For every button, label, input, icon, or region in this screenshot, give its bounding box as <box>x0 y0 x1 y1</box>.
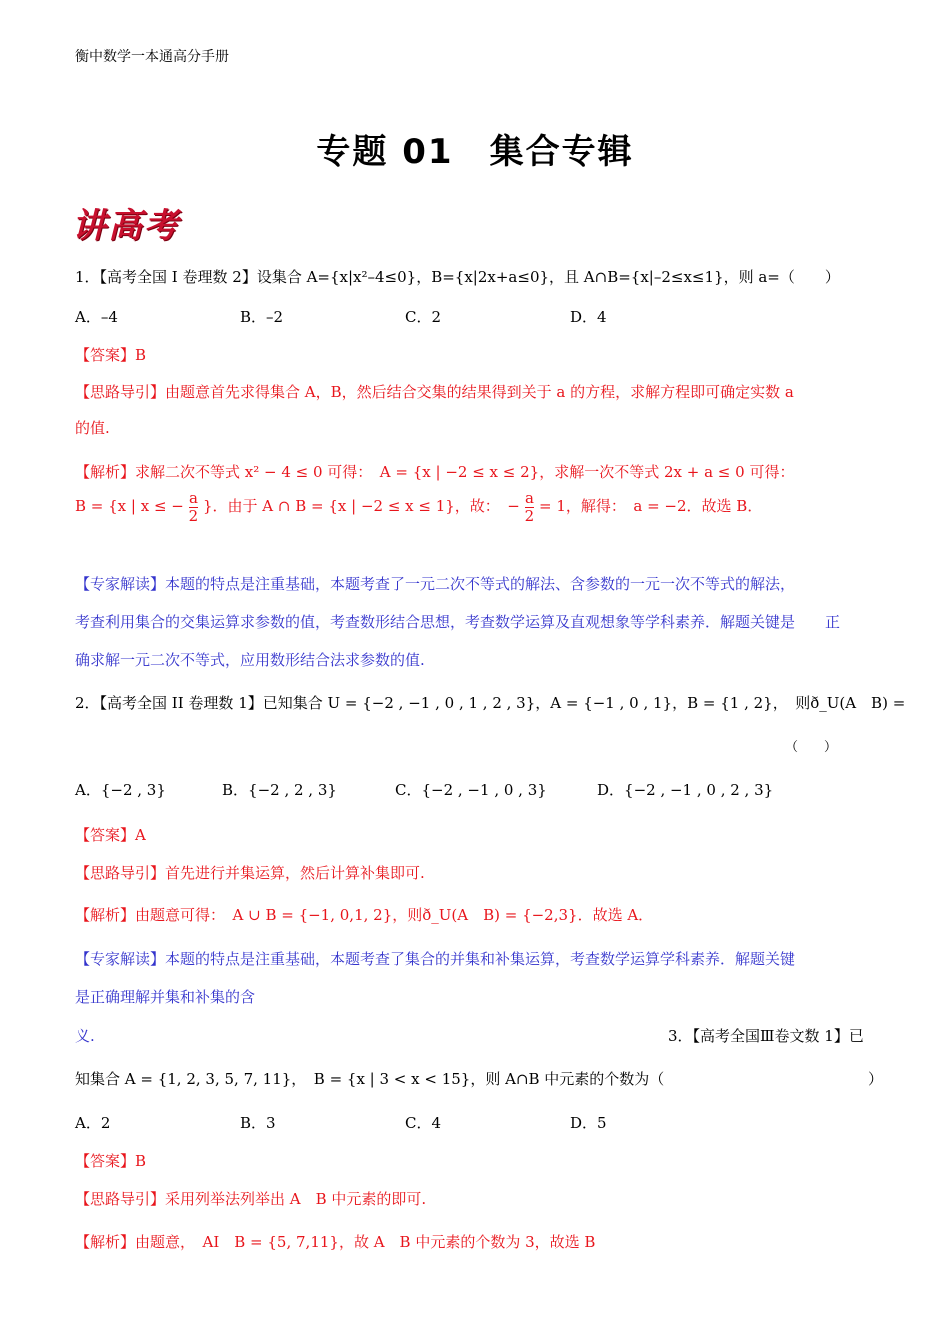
q3-stem-line1: 3．【高考全国Ⅲ卷文数 1】已 <box>668 1027 864 1045</box>
q3-answer: 【答案】B <box>75 1152 147 1170</box>
q1-answer: 【答案】B <box>75 346 147 364</box>
q1-fraction-a-over-2 <box>189 490 199 524</box>
q3-guide: 【思路导引】采用列举法列举出 A B 中元素的即可. <box>75 1190 427 1208</box>
q2-option-b: B．{−2 , 2 , 3} <box>222 781 337 799</box>
q1-solution-set-b: B = {x | x ≤ − <box>75 497 184 515</box>
fraction-denominator: 2 <box>524 506 535 525</box>
document-header: 衡中数学一本通高分手册 <box>75 49 229 65</box>
q2-option-a: A．{−2 , 3} <box>75 781 166 799</box>
q1-guide-line2: 的值. <box>75 419 110 437</box>
q1-stem: 1．【高考全国 I 卷理数 2】设集合 A={x|x²–4≤0}，B={x|2x+a≤0}，且 A∩B={x|–2≤x≤1}，则 a=（ ） <box>75 268 840 286</box>
q3-solution: 【解析】由题意， AI B = {5, 7,11}，故 A B 中元素的个数为 3，故选 B <box>75 1233 596 1251</box>
q2-expert-line3: 义. <box>75 1027 95 1045</box>
q1-solution-intersection: }．由于 A ∩ B = {x | −2 ≤ x ≤ 1}，故： − <box>202 497 520 515</box>
q1-expert-line2: 考查利用集合的交集运算求参数的值，考查数形结合思想，考查数学运算及直观想象等学科素养．解题关键是 正 <box>75 613 841 631</box>
q2-expert-line2: 是正确理解并集和补集的含 <box>75 988 256 1006</box>
fraction-numerator: a <box>188 489 198 507</box>
q2-stem: 2．【高考全国 II 卷理数 1】已知集合 U = {−2 , −1 , 0 , 1 , 2 , 3}，A = {−1 , 0 , 1}，B = {1 , 2}， 则ð_U(A B) = <box>75 694 906 712</box>
q2-answer: 【答案】A <box>75 826 146 844</box>
q3-option-c: C．4 <box>405 1114 442 1132</box>
q1-solution-result: = 1，解得： a = −2．故选 B． <box>538 497 763 515</box>
page-title: 专题 01 集合专辑 <box>316 132 634 172</box>
q1-expert-line1: 【专家解读】本题的特点是注重基础，本题考查了一元二次不等式的解法、含参数的一元一次不等式的解法， <box>75 575 796 593</box>
q2-option-d: D．{−2 , −1 , 0 , 2 , 3} <box>597 781 774 799</box>
q2-solution: 【解析】由题意可得： A ∪ B = {−1, 0,1, 2}，则ð_U(A B) = {−2,3}．故选 A． <box>75 906 654 924</box>
q1-solution-line2 <box>75 490 762 524</box>
q2-expert-line1: 【专家解读】本题的特点是注重基础，本题考查了集合的并集和补集运算，考查数学运算学科素养．解题关键 <box>75 950 796 968</box>
q3-option-b: B．3 <box>240 1114 276 1132</box>
q1-option-c: C．2 <box>405 308 442 326</box>
q2-option-c: C．{−2 , −1 , 0 , 3} <box>395 781 547 799</box>
q1-option-d: D．4 <box>570 308 607 326</box>
q1-solution-line1: 【解析】求解二次不等式 x² − 4 ≤ 0 可得： A = {x | −2 ≤ x ≤ 2}，求解一次不等式 2x + a ≤ 0 可得： <box>75 463 795 481</box>
q3-option-a: A．2 <box>75 1114 111 1132</box>
q1-expert-line3: 确求解一元二次不等式，应用数形结合法求参数的值. <box>75 651 425 669</box>
fraction-denominator: 2 <box>188 506 199 525</box>
q3-stem-close-paren: ） <box>868 1070 884 1088</box>
q1-option-b: B．–2 <box>240 308 284 326</box>
q3-stem-line2: 知集合 A = {1, 2, 3, 5, 7, 11}， B = {x | 3 < x < 15}，则 A∩B 中元素的个数为（ <box>75 1070 665 1088</box>
section-logo: 讲高考 <box>72 206 180 246</box>
fraction-numerator: a <box>524 489 534 507</box>
q2-guide: 【思路导引】首先进行并集运算，然后计算补集即可. <box>75 864 425 882</box>
q1-guide-line1: 【思路导引】由题意首先求得集合 A，B，然后结合交集的结果得到关于 a 的方程，求解方程即可确定实数 a <box>75 383 794 401</box>
q1-fraction-a-over-2-b <box>525 490 535 524</box>
q2-answer-paren: （ ） <box>785 740 838 755</box>
q1-option-a: A．–4 <box>75 308 118 326</box>
q3-option-d: D．5 <box>570 1114 607 1132</box>
